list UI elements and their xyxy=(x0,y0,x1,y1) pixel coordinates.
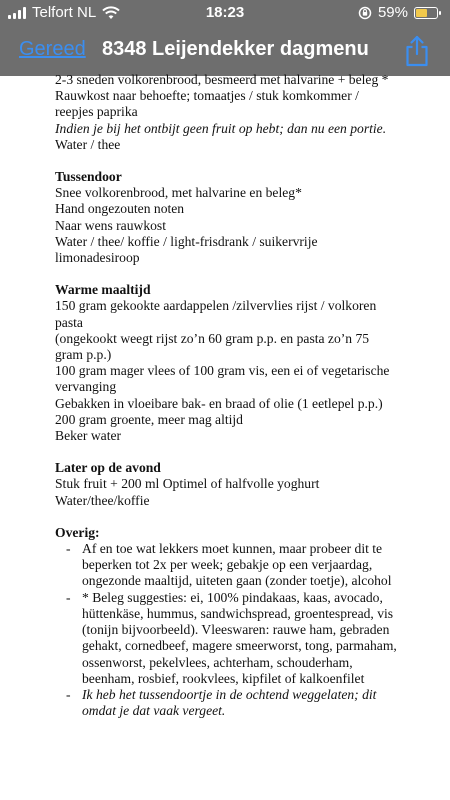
text-line: Snee volkorenbrood, met halvarine en beleg* xyxy=(55,185,302,201)
orientation-lock-icon xyxy=(358,6,372,20)
section-warme-maaltijd xyxy=(55,282,400,444)
text-line: Hand ongezouten noten xyxy=(55,201,185,217)
document-body xyxy=(55,72,400,719)
text-line: (ongekookt weegt rijst zo’n 60 gram p.p. en pasta zo’n 75 gram p.p.) xyxy=(55,330,370,363)
list-item: - Ik heb het tussendoortje in de ochtend weggelaten; dit omdat je dat vaak vergeet. xyxy=(66,686,377,719)
overig-list xyxy=(55,541,400,719)
top-bar xyxy=(0,0,450,76)
list-item: - Af en toe wat lekkers moet kunnen, maar probeer dit te beperken tot 2x per week; gebakje op een verjaardag, ongezonde maaltijd, uiteten gaan (zonder toetje), alcohol xyxy=(66,541,392,589)
list-item-text: Ik heb het tussendoortje in de ochtend weggelaten; dit omdat je dat vaak vergeet. xyxy=(82,686,377,719)
italic-note: Indien je bij het ontbijt geen fruit op hebt; dan nu een portie. xyxy=(55,120,387,136)
carrier-label: Telfort NL xyxy=(32,4,97,21)
section-overig xyxy=(55,525,400,719)
status-time: 18:23 xyxy=(205,4,245,21)
text-line: Rauwkost naar behoefte; tomaatjes / stuk komkommer / reepjes paprika xyxy=(55,88,359,120)
document-title: 8348 Leijendekker dagmenu xyxy=(102,38,369,60)
battery-icon xyxy=(414,7,438,19)
battery-fill xyxy=(416,9,427,17)
done-button[interactable]: Gereed xyxy=(19,38,86,60)
navigation-bar xyxy=(0,26,450,76)
text-line: Beker water xyxy=(55,428,122,444)
status-right xyxy=(358,4,438,21)
text-line: 150 gram gekookte aardappelen /zilvervlies rijst / volkoren pasta xyxy=(55,298,377,330)
list-item-text: * Beleg suggesties: ei, 100% pindakaas, kaas, avocado, hüttenkäse, hummus, sandwichspread, groentespread, vis (tonijn bijvoorbeeld). Vleeswaren: rauwe ham, gebraden gehakt, cornedbeef, magere smeerworst, tong, parmaham, ossenworst, pekelvlees, achterham, schouderham, beenham, rosbief, rookvlees, kipfilet of kalkoenfilet xyxy=(82,589,397,686)
text-line: 100 gram mager vlees of 100 gram vis, een ei of vegetarische vervanging xyxy=(55,363,390,395)
text-line: 200 gram groente, meer mag altijd xyxy=(55,411,243,427)
share-icon[interactable] xyxy=(403,34,431,68)
section-heading: Later op de avond xyxy=(55,460,161,476)
section-tussendoor xyxy=(55,169,400,266)
list-item: - * Beleg suggesties: ei, 100% pindakaas, kaas, avocado, hüttenkäse, hummus, sandwichspread, groentespread, vis (tonijn bijvoorbeeld). Vleeswaren: rauwe ham, gebraden gehakt, cornedbeef, magere smeerworst, tong, parmaham, ossenworst, pekelvlees, achterham, schouderham, beenham, rosbief, rookvlees, kipfilet of kalkoenfilet xyxy=(66,589,397,686)
section-heading: Tussendoor xyxy=(55,169,122,185)
section-heading: Warme maaltijd xyxy=(55,282,151,298)
section-heading: Overig: xyxy=(55,524,100,540)
section-later-op-de-avond xyxy=(55,460,400,509)
text-line: Stuk fruit + 200 ml Optimel of halfvolle yoghurt xyxy=(55,476,320,492)
text-line: Water / thee/ koffie / light-frisdrank / suikervrije limonadesiroop xyxy=(55,233,318,266)
text-line: 2-3 sneden volkorenbrood, besmeerd met halvarine + beleg * xyxy=(55,72,389,87)
text-line: Water / thee xyxy=(55,136,121,152)
text-line: Water/thee/koffie xyxy=(55,492,150,508)
breakfast-tail xyxy=(55,72,400,153)
text-line: Gebakken in vloeibare bak- en braad of olie (1 eetlepel p.p.) xyxy=(55,395,383,411)
battery-percent: 59% xyxy=(377,4,408,21)
status-bar xyxy=(0,0,450,26)
list-item-text: Af en toe wat lekkers moet kunnen, maar probeer dit te beperken tot 2x per week; gebakje op een verjaardag, ongezonde maaltijd, uiteten gaan (zonder toetje), alcohol xyxy=(82,541,392,589)
text-line: Naar wens rauwkost xyxy=(55,217,166,233)
